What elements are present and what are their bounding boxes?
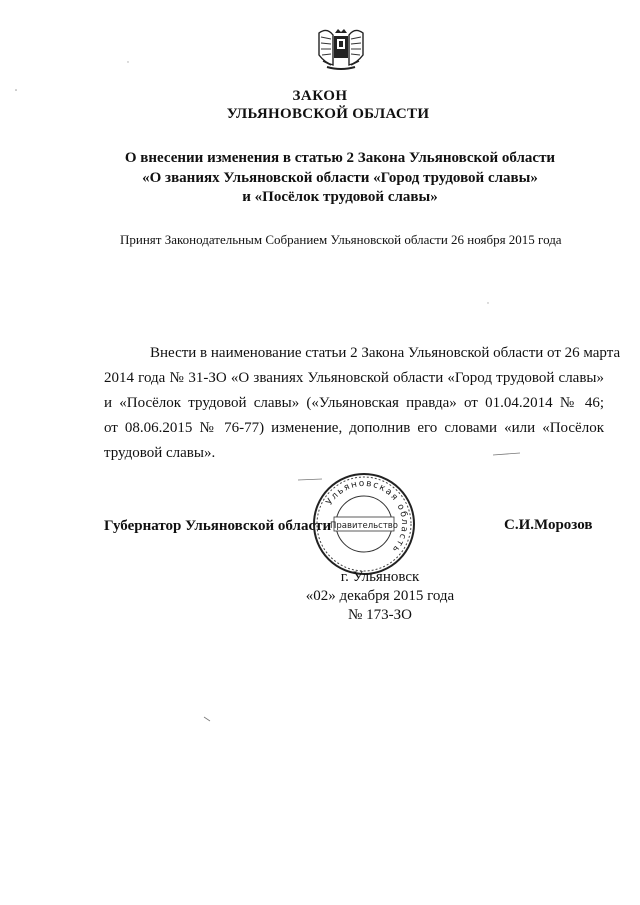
adoption-note: Принят Законодательным Собранием Ульяновской области 26 ноября 2015 года bbox=[120, 232, 562, 247]
signing-date: «02» декабря 2015 года bbox=[305, 588, 455, 604]
body-line-1: Внести в наименование статьи 2 Закона Ульяновской области от 26 марта bbox=[150, 345, 621, 361]
official-seal-stamp bbox=[310, 470, 418, 578]
law-number: № 173-ЗО bbox=[348, 607, 412, 623]
coat-of-arms-emblem bbox=[313, 25, 369, 73]
subject-line-3: и «Посёлок трудовой славы» bbox=[242, 189, 438, 205]
subject-line-2: «О званиях Ульяновской области «Город трудовой славы» bbox=[142, 170, 538, 186]
body-line-3: и «Посёлок трудовой славы» («Ульяновская правда» от 01.04.2014 № 46; bbox=[104, 395, 604, 411]
body-line-4: от 08.06.2015 № 76-77) изменение, дополнив его словами «или «Посёлок bbox=[104, 420, 604, 436]
place-of-signing: г. Ульяновск bbox=[340, 569, 420, 585]
stamp-center-text: Правительство bbox=[330, 521, 398, 531]
document-type: ЗАКОН bbox=[292, 88, 348, 104]
signatory-name: С.И.Морозов bbox=[504, 517, 593, 533]
subject-line-1: О внесении изменения в статью 2 Закона Ульяновской области bbox=[124, 150, 556, 166]
document-region: УЛЬЯНОВСКОЙ ОБЛАСТИ bbox=[226, 106, 430, 122]
body-line-2: 2014 года № 31-ЗО «О званиях Ульяновской области «Город трудовой славы» bbox=[104, 370, 604, 386]
stamp-ring-text: Ульяновская область bbox=[324, 478, 410, 555]
signatory-title: Губернатор Ульяновской области bbox=[104, 518, 332, 534]
body-line-5: трудовой славы». bbox=[104, 445, 216, 461]
